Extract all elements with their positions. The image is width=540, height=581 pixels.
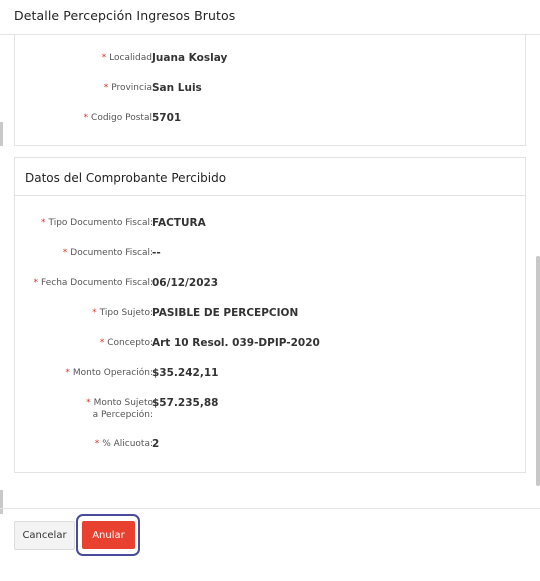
field-label: * Monto Sujeto a Percepción: xyxy=(86,398,153,420)
field-value: PASIBLE DE PERCEPCION xyxy=(152,307,299,319)
field-value: FACTURA xyxy=(152,217,206,229)
field-label: * Fecha Documento Fiscal: xyxy=(33,278,153,288)
field-label: * Tipo Sujeto: xyxy=(92,308,153,318)
comprobante-panel xyxy=(14,157,526,473)
modal-header xyxy=(0,0,540,35)
field-label: * Provincia: xyxy=(103,83,155,93)
field-value: San Luis xyxy=(152,82,202,94)
panel-title: Datos del Comprobante Percibido xyxy=(25,171,227,185)
field-value: Art 10 Resol. 039-DPIP-2020 xyxy=(152,337,320,349)
field-label: * Concepto: xyxy=(99,338,153,348)
field-value: -- xyxy=(152,247,161,259)
background-edge xyxy=(0,122,3,146)
field-value: Juana Koslay xyxy=(152,52,228,64)
field-label: * Tipo Documento Fiscal: xyxy=(40,218,153,228)
field-value: 5701 xyxy=(152,112,182,124)
background-edge xyxy=(0,490,3,514)
modal-title: Detalle Percepción Ingresos Brutos xyxy=(14,8,236,23)
field-value: 2 xyxy=(152,438,160,450)
footer-divider xyxy=(0,508,540,509)
field-value: $35.242,11 xyxy=(152,367,219,379)
field-label: * Localidad: xyxy=(101,53,155,63)
field-label: * % Alicuota: xyxy=(94,439,153,449)
field-label: * Monto Operación: xyxy=(65,368,153,378)
field-label: * Documento Fiscal: xyxy=(62,248,153,258)
location-panel xyxy=(14,35,526,146)
cancel-button[interactable]: Cancelar xyxy=(14,521,75,550)
field-value: $57.235,88 xyxy=(152,397,219,409)
panel-header xyxy=(15,158,525,196)
field-label: * Codigo Postal: xyxy=(83,113,155,123)
field-value: 06/12/2023 xyxy=(152,277,219,289)
void-button[interactable]: Anular xyxy=(82,521,135,549)
scrollbar[interactable] xyxy=(536,256,540,486)
